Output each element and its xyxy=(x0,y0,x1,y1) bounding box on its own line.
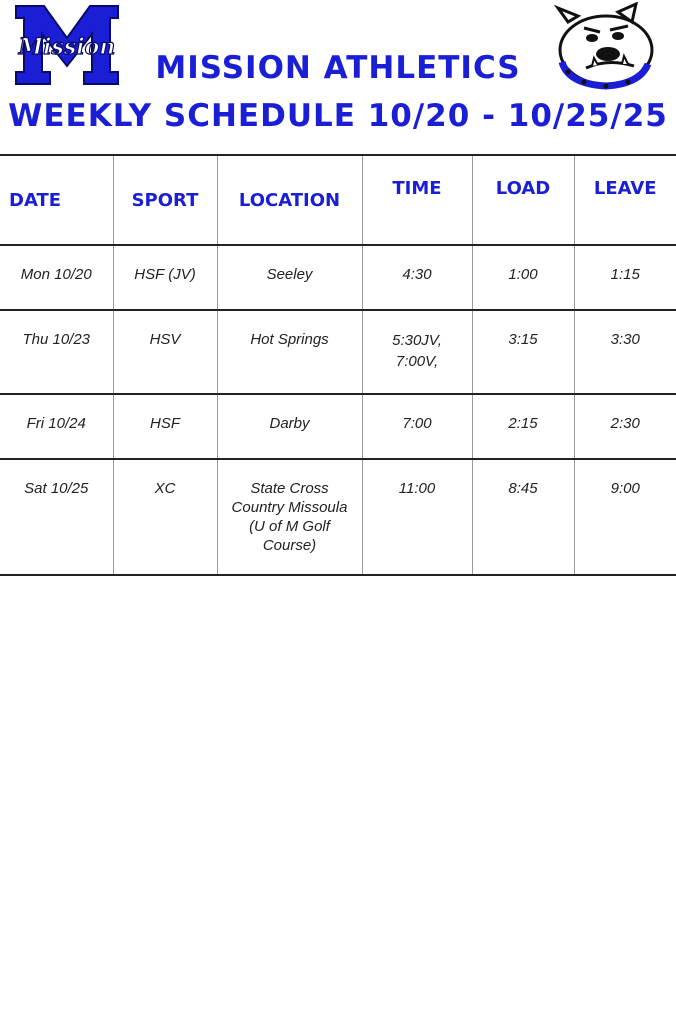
cell-sport: HSF (JV) xyxy=(113,245,217,310)
table-row xyxy=(0,310,676,394)
cell-leave: 1:15 xyxy=(574,245,676,310)
page-title: MISSION ATHLETICS xyxy=(155,50,521,86)
schedule-table xyxy=(0,154,676,576)
cell-load: 3:15 xyxy=(472,310,574,394)
column-header-sport: SPORT xyxy=(113,155,217,245)
column-header-time: TIME xyxy=(362,155,472,245)
table-row xyxy=(0,459,676,575)
cell-location: Darby xyxy=(217,394,362,459)
cell-location: Seeley xyxy=(217,245,362,310)
column-header-location: LOCATION xyxy=(217,155,362,245)
schedule-subtitle: WEEKLY SCHEDULE 10/20 - 10/25/25 xyxy=(8,98,668,134)
logo-script-text: Mission xyxy=(18,34,116,60)
cell-time xyxy=(362,310,472,394)
cell-location: Hot Springs xyxy=(217,310,362,394)
cell-date: Sat 10/25 xyxy=(0,459,113,575)
cell-date: Thu 10/23 xyxy=(0,310,113,394)
cell-sport: XC xyxy=(113,459,217,575)
cell-time: 4:30 xyxy=(362,245,472,310)
table-row xyxy=(0,394,676,459)
cell-leave: 3:30 xyxy=(574,310,676,394)
time-line: 5:30JV, xyxy=(392,332,442,349)
cell-time: 11:00 xyxy=(362,459,472,575)
cell-date: Mon 10/20 xyxy=(0,245,113,310)
table-header-row xyxy=(0,155,676,245)
cell-time: 7:00 xyxy=(362,394,472,459)
column-header-leave: LEAVE xyxy=(574,155,676,245)
cell-leave: 2:30 xyxy=(574,394,676,459)
cell-sport: HSV xyxy=(113,310,217,394)
cell-leave: 9:00 xyxy=(574,459,676,575)
table-row xyxy=(0,245,676,310)
column-header-load: LOAD xyxy=(472,155,574,245)
time-line: 7:00V, xyxy=(395,353,439,370)
cell-load: 1:00 xyxy=(472,245,574,310)
column-header-date: DATE xyxy=(0,155,113,245)
cell-load: 2:15 xyxy=(472,394,574,459)
cell-date: Fri 10/24 xyxy=(0,394,113,459)
cell-sport: HSF xyxy=(113,394,217,459)
cell-location: State Cross Country Missoula (U of M Golf Course) xyxy=(217,459,362,575)
cell-load: 8:45 xyxy=(472,459,574,575)
